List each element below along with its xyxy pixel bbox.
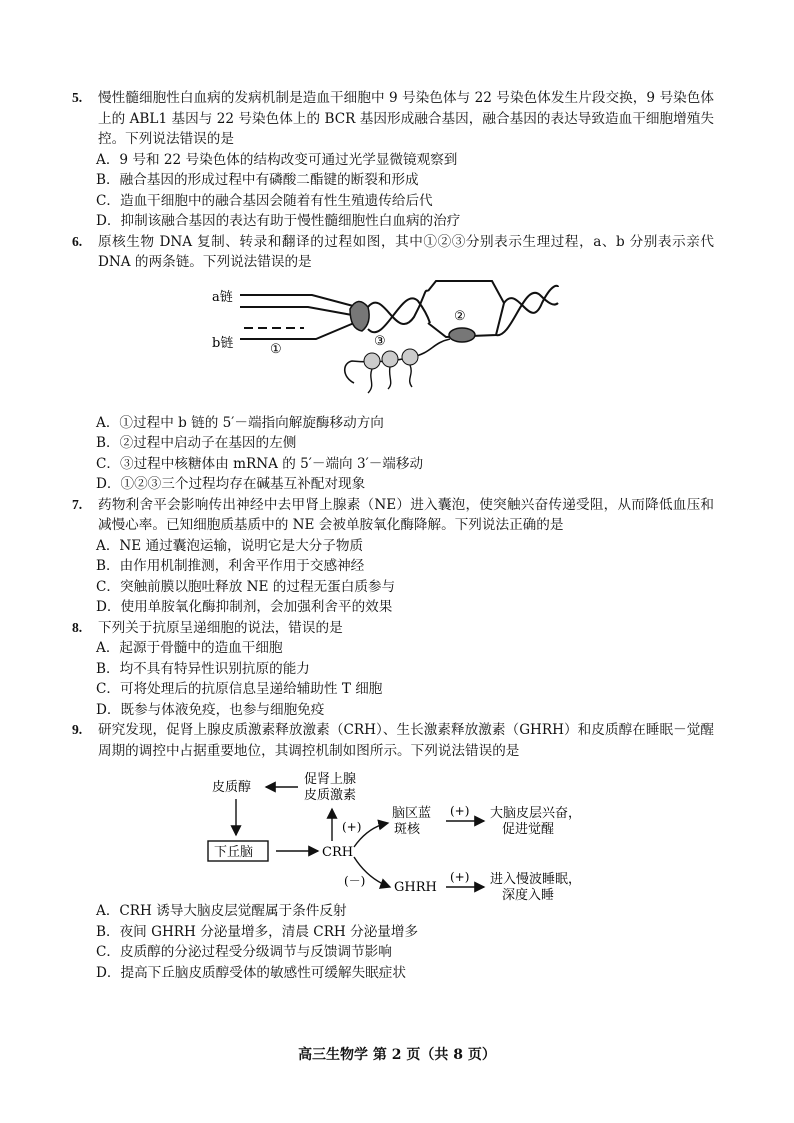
peptide-2 — [388, 367, 391, 389]
option-a: A．①过程中 b 链的 5′－端指向解旋酶移动方向 — [96, 414, 384, 431]
dna-replication-figure — [72, 273, 714, 413]
helicase-shape — [350, 301, 369, 331]
mark-process-3: ③ — [374, 333, 386, 349]
node-acth-line1: 促肾上腺 — [304, 772, 357, 787]
sign-minus: (－) — [344, 874, 366, 888]
node-ghrh: GHRH — [394, 880, 437, 895]
node-sleep-line1: 进入慢波睡眠， — [490, 872, 582, 887]
option-c: C．突触前膜以胞吐释放 NE 的过程无蛋白质参与 — [96, 578, 396, 595]
a-new-strand — [240, 307, 352, 315]
question-stem: 原核生物 DNA 复制、转录和翻译的过程如图，其中①②③分别表示生理过程，a、b 分别表示亲代 DNA 的两条链。下列说法错误的是 — [98, 233, 714, 270]
option-d: D．抑制该融合基因的表达有助于慢性髓细胞性白血病的治疗 — [96, 213, 461, 229]
question-number: 6. — [72, 233, 83, 249]
helix-right-1 — [504, 285, 558, 312]
ribosome-3 — [402, 349, 418, 365]
option-d: D．既参与体液免疫，也参与细胞免疫 — [96, 701, 325, 718]
ribosome-2 — [382, 351, 398, 367]
label-a-strand: a链 — [212, 289, 233, 305]
node-cortisol: 皮质醇 — [212, 780, 252, 795]
regulation-diagram — [72, 761, 714, 901]
peptide-1 — [368, 369, 372, 393]
b-strand-lower — [240, 323, 354, 339]
option-c: C．可将处理后的抗原信息呈递给辅助性 T 细胞 — [96, 681, 383, 697]
question-number: 8. — [72, 619, 83, 635]
option-b: B．②过程中启动子在基因的左侧 — [96, 435, 297, 451]
option-a: A．起源于骨髓中的造血干细胞 — [96, 640, 283, 656]
question-5 — [72, 88, 714, 232]
peptide-3 — [410, 365, 412, 387]
node-crh: CRH — [322, 845, 354, 860]
question-stem: 药物利舍平会影响传出神经中去甲肾上腺素（NE）进入囊泡，使突触兴奋传递受阻，从而降低血压和减慢心率。已知细胞质基质中的 NE 会被单胺氧化酶降解。下列说法正确的是 — [98, 496, 714, 533]
node-locus-line2: 斑核 — [394, 822, 421, 837]
question-stem: 下列关于抗原呈递细胞的说法，错误的是 — [98, 619, 343, 636]
option-a: A．CRH 诱导大脑皮层觉醒属于条件反射 — [96, 903, 347, 919]
option-b: B．均不具有特异性识别抗原的能力 — [96, 660, 310, 677]
sleep-regulation-figure — [72, 761, 714, 901]
option-d: D．提高下丘脑皮质醇受体的敏感性可缓解失眠症状 — [96, 964, 406, 981]
question-number: 9. — [72, 722, 83, 737]
question-7 — [72, 495, 714, 618]
exam-page — [72, 88, 714, 983]
option-c: C．皮质醇的分泌过程受分级调节与反馈调节影响 — [96, 944, 392, 960]
mark-process-2: ② — [454, 308, 466, 324]
question-number: 7. — [72, 496, 83, 512]
question-number: 5. — [72, 90, 83, 105]
node-arousal-line2: 促进觉醒 — [502, 822, 555, 837]
node-acth-line2: 皮质激素 — [304, 788, 357, 803]
node-sleep-line2: 深度入睡 — [502, 888, 555, 901]
option-c: C．造血干细胞中的融合基因会随着有性生殖遗传给后代 — [96, 192, 433, 209]
label-b-strand: b链 — [212, 335, 234, 351]
sign-plus-3: (+) — [450, 870, 470, 884]
rna-polymerase-shape — [449, 328, 475, 342]
sign-plus-1: (+) — [342, 820, 362, 834]
question-stem: 慢性髓细胞性白血病的发病机制是造血干细胞中 9 号染色体与 22 号染色体发生片段交换，9 号染色体上的 ABL1 基因与 22 号染色体上的 BCR 基因形成融合基因，融合基因的表达导致造血干细胞增殖失控。下列说法错误的是 — [98, 90, 714, 147]
question-9 — [72, 720, 714, 983]
sign-plus-2: (+) — [450, 804, 470, 818]
option-d: D．使用单胺氧化酶抑制剂，会加强利舍平的效果 — [96, 599, 393, 615]
option-d: D．①②③三个过程均存在碱基互补配对现象 — [96, 476, 366, 492]
helix-right-2 — [496, 292, 558, 334]
option-b: B．由作用机制推测，利舍平作用于交感神经 — [96, 558, 365, 574]
ribosome-1 — [364, 353, 380, 369]
question-8 — [72, 618, 714, 721]
node-hypothalamus: 下丘脑 — [214, 845, 254, 860]
option-c: C．③过程中核糖体由 mRNA 的 5′－端向 3′－端移动 — [96, 455, 424, 472]
option-a: A．9 号和 22 号染色体的结构改变可通过光学显微镜观察到 — [96, 151, 458, 168]
node-arousal-line1: 大脑皮层兴奋， — [490, 806, 582, 821]
node-locus-line1: 脑区蓝 — [392, 806, 432, 821]
dna-diagram — [72, 273, 714, 413]
page-footer: 高三生物学 第 2 页（共 8 页） — [298, 1047, 496, 1063]
option-b: B．夜间 GHRH 分泌量增多，清晨 CRH 分泌量增多 — [96, 923, 419, 940]
question-6 — [72, 232, 714, 495]
option-a: A．NE 通过囊泡运输，说明它是大分子物质 — [96, 537, 364, 554]
mark-process-1: ① — [270, 341, 282, 357]
question-stem: 研究发现，促肾上腺皮质激素释放激素（CRH）、生长激素释放激素（GHRH）和皮质醇在睡眠－觉醒周期的调控中占据重要地位，其调控机制如图所示。下列说法错误的是 — [98, 722, 714, 759]
helix-strand-1 — [368, 290, 428, 323]
option-b: B．融合基因的形成过程中有磷酸二酯键的断裂和形成 — [96, 172, 419, 188]
a-strand-upper — [240, 295, 357, 307]
